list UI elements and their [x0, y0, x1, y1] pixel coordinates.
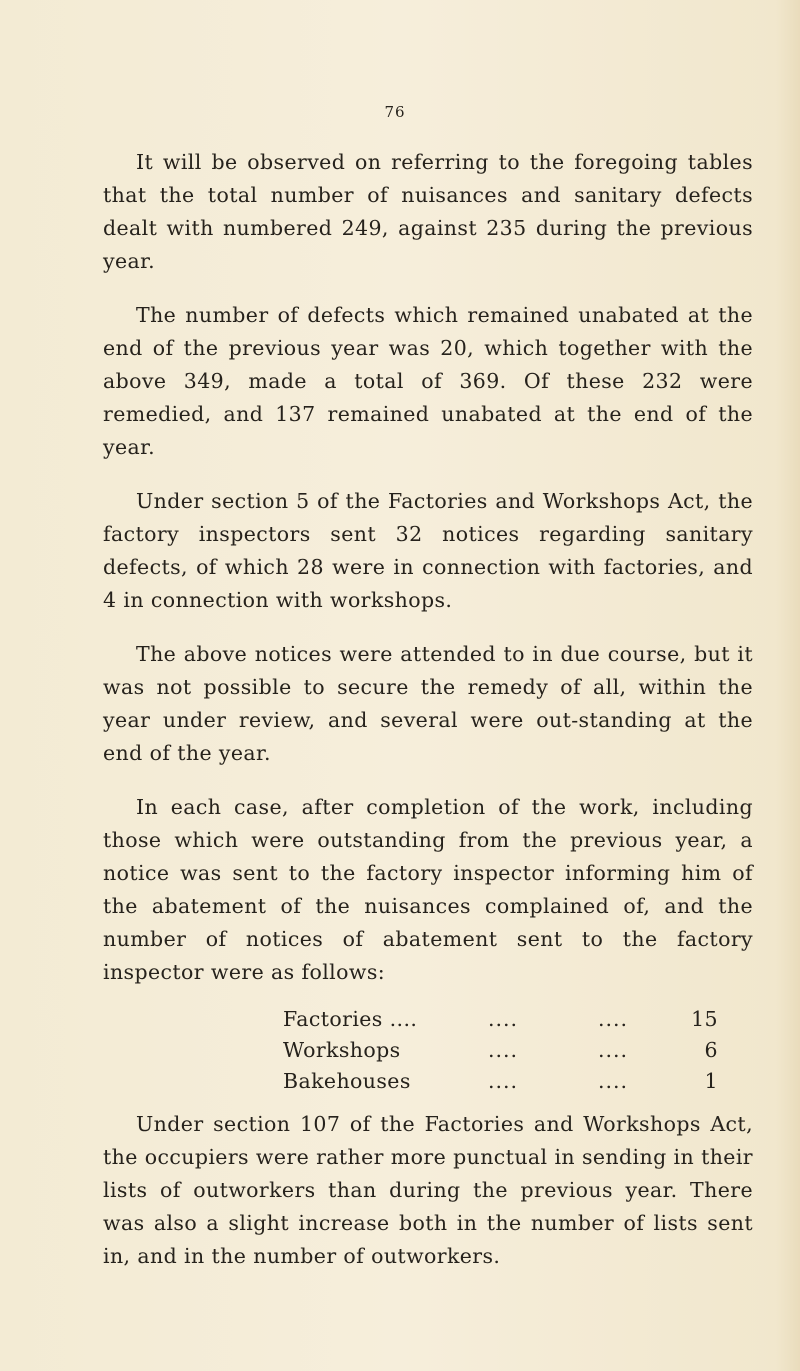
count-leader-dots: ....	[598, 1007, 629, 1031]
abatement-counts-list	[283, 1003, 718, 1096]
count-leader-dots: ....	[488, 1007, 519, 1031]
paragraph-section-5-notices: Under section 5 of the Factories and Workshops Act, the factory inspectors sent 32 notices regarding sanitary defects, of which 28 were in connection with factories, and 4 in connection with workshops.	[103, 489, 753, 612]
list-item	[283, 1065, 718, 1096]
count-leader-dots: ....	[488, 1038, 519, 1062]
count-label: Workshops	[283, 1038, 401, 1062]
count-leader-dots: ....	[488, 1069, 519, 1093]
count-value: 6	[704, 1038, 718, 1062]
count-value: 1	[704, 1069, 718, 1093]
count-leader-dots: ....	[598, 1069, 629, 1093]
body-text	[103, 146, 753, 1294]
count-leader-dots: ....	[598, 1038, 629, 1062]
paragraph-nuisances-total: It will be observed on referring to the foregoing tables that the total number of nuisances and sanitary defects dealt with numbered 249, against 235 during the previous year.	[103, 150, 753, 273]
list-item	[283, 1003, 718, 1034]
list-item	[283, 1034, 718, 1065]
count-label: Bakehouses	[283, 1069, 411, 1093]
page-number: 76	[384, 103, 406, 121]
paragraph-defects-unabated: The number of defects which remained unabated at the end of the previous year was 20, which together with the above 349, made a total of 369. Of these 232 were remedied, and 137 remained unabated at the end of the year.	[103, 303, 753, 459]
paragraph-abatement-notices: In each case, after completion of the work, including those which were outstanding from the previous year, a notice was sent to the factory inspector informing him of the abatement of the nuisances complained of, and the number of notices of abatement sent to the factory inspector were as follows:	[103, 795, 753, 984]
paragraph-outworkers: Under section 107 of the Factories and Workshops Act, the occupiers were rather more punctual in sending in their lists of outworkers than during the previous year. There was also a slight increase both in the number of lists sent in, and in the number of outworkers.	[103, 1112, 753, 1268]
paragraph-notices-attended: The above notices were attended to in due course, but it was not possible to secure the remedy of all, within the year under review, and several were out-standing at the end of the year.	[103, 642, 753, 765]
count-value: 15	[691, 1007, 718, 1031]
count-label: Factories ....	[283, 1007, 418, 1031]
